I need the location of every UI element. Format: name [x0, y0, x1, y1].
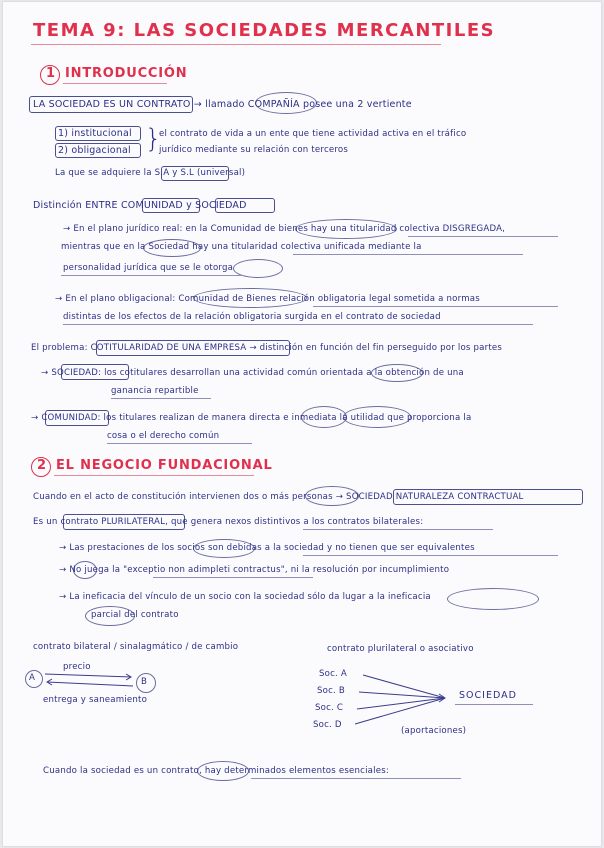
- socio-c: Soc. C: [315, 703, 344, 713]
- s1-sociedad-def-1: → SOCIEDAD: los cotitulares desarrollan una actividad común orientada a la obtención de una: [41, 368, 464, 378]
- s2-plurilateral: Es un contrato PLURILATERAL, que genera nexos distintivos a los contratos bilaterales:: [33, 517, 424, 527]
- diagram-right-title: contrato plurilateral o asociativo: [327, 644, 474, 654]
- s1-line-sociedad-contrato: LA SOCIEDAD ES UN CONTRATO → llamado COMPAÑÍA posee una 2 vertiente: [33, 99, 412, 110]
- node-a: A: [29, 673, 36, 683]
- socio-b: Soc. B: [317, 686, 345, 696]
- page-title: TEMA 9: LAS SOCIEDADES MERCANTILES: [33, 20, 496, 41]
- section2-number: 2: [37, 458, 47, 473]
- vertiente-1-desc: el contrato de vida a un ente que tiene actividad activa en el tráfico: [159, 129, 467, 139]
- socio-d: Soc. D: [313, 720, 342, 730]
- section2-heading: EL NEGOCIO FUNDACIONAL: [56, 458, 273, 473]
- s2-prestaciones: → Las prestaciones de los socios son debidas a la sociedad y no tienen que ser equivalentes: [59, 543, 475, 553]
- vertiente-1: 1) institucional: [58, 128, 132, 139]
- s2-exceptio: → No juega la "exceptio non adimpleti contractus", ni la resolución por incumplimiento: [59, 565, 450, 575]
- s1-plano-obligacional-2: distintas de los efectos de la relación obligatoria surgida en el contrato de sociedad: [63, 312, 441, 322]
- diagram-aportaciones: (aportaciones): [401, 726, 467, 736]
- socio-a: Soc. A: [319, 669, 347, 679]
- diagram-precio-label: precio: [63, 662, 91, 672]
- s1-plano-obligacional-1: → En el plano obligacional: Comunidad de Bienes relación obligatoria legal sometida a normas: [55, 294, 480, 304]
- diagram-target-sociedad: SOCIEDAD: [459, 690, 517, 701]
- s1-comunidad-def-1: → COMUNIDAD: los titulares realizan de manera directa e inmediata la utilidad que proporciona la: [31, 413, 472, 423]
- notebook-page: [3, 2, 601, 846]
- s1-plano-real-2: mientras que en la Sociedad hay una titularidad colectiva unificada mediante la: [61, 242, 422, 252]
- node-b: B: [141, 677, 148, 687]
- s2-ineficacia-2: parcial del contrato: [91, 610, 179, 620]
- s2-constitucion: Cuando en el acto de constitución intervienen dos o más personas → SOCIEDAD NATURALEZA CONTRACTUAL: [33, 492, 524, 502]
- diagram-left-title: contrato bilateral / sinalagmático / de cambio: [33, 642, 239, 652]
- closing-line: Cuando la sociedad es un contrato, hay determinados elementos esenciales:: [43, 766, 389, 776]
- section1-heading: INTRODUCCIÓN: [65, 66, 188, 81]
- s1-sociedad-def-2: ganancia repartible: [111, 386, 199, 396]
- vertiente-2: 2) obligacional: [58, 145, 131, 156]
- s1-distincion: Distinción ENTRE COMUNIDAD y SOCIEDAD: [33, 200, 247, 211]
- vertiente-2-desc: jurídico mediante su relación con terceros: [159, 145, 349, 155]
- section1-number: 1: [46, 66, 56, 81]
- s1-line-sa-sl: La que se adquiere la S.A y S.L (universal): [55, 168, 246, 178]
- brace: }: [145, 124, 162, 154]
- s1-problema: El problema: COTITULARIDAD DE UNA EMPRESA → distinción en función del fin perseguido por los partes: [31, 343, 503, 353]
- s2-ineficacia-1: → La ineficacia del vínculo de un socio con la sociedad sólo da lugar a la ineficacia: [59, 592, 431, 602]
- diagram-arrows: [3, 2, 601, 846]
- s1-plano-real-3: personalidad jurídica que se le otorga: [63, 263, 234, 273]
- underline-elementos: [251, 778, 461, 779]
- s1-comunidad-def-2: cosa o el derecho común: [107, 431, 220, 441]
- diagram-entrega-label: entrega y saneamiento: [43, 695, 148, 705]
- s1-plano-real-1: → En el plano jurídico real: en la Comunidad de bienes hay una titularidad colectiva DISGREGADA,: [63, 224, 506, 234]
